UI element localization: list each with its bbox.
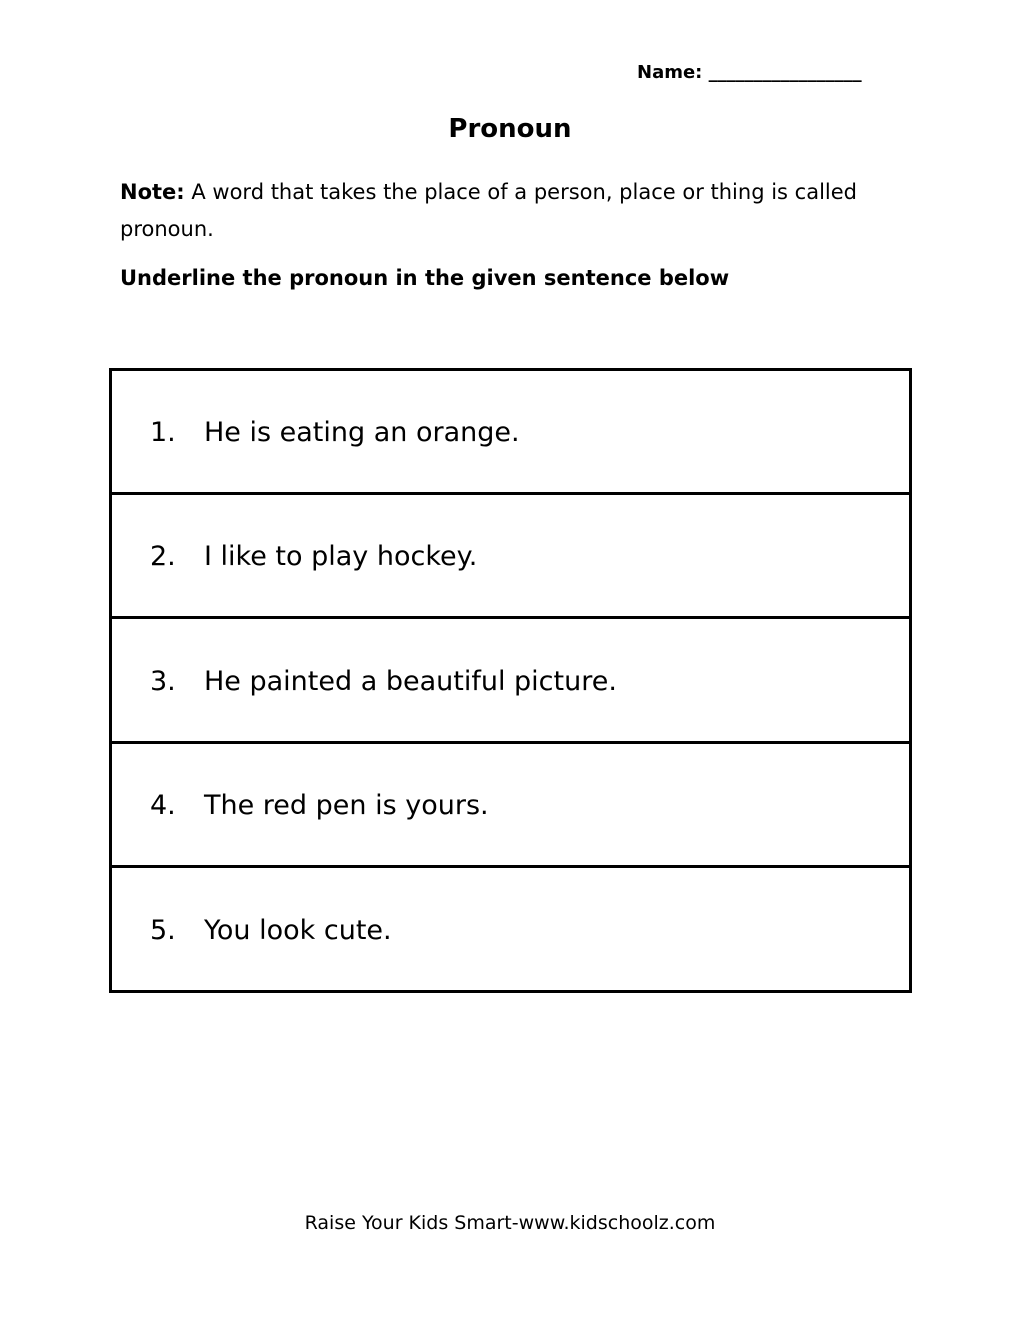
footer-text: Raise Your Kids Smart-www.kidschoolz.com: [304, 1212, 716, 1234]
question-row: [112, 869, 909, 993]
question-number: 4.: [150, 790, 176, 821]
question-number: 1.: [150, 417, 176, 448]
question-sentence[interactable]: The red pen is yours.: [204, 790, 489, 821]
question-row: [112, 620, 909, 744]
question-row: [112, 371, 909, 495]
question-sentence[interactable]: You look cute.: [204, 915, 392, 946]
note-label: Note:: [120, 180, 185, 204]
question-number: 3.: [150, 666, 176, 697]
name-blank[interactable]: _________________: [708, 62, 862, 83]
question-sentence[interactable]: He is eating an orange.: [204, 417, 520, 448]
question-sentence[interactable]: I like to play hockey.: [204, 541, 478, 572]
note-paragraph: [120, 174, 900, 248]
page-title: Pronoun: [448, 114, 572, 144]
question-table: [109, 368, 912, 993]
name-field-line: [637, 62, 862, 83]
question-sentence[interactable]: He painted a beautiful picture.: [204, 666, 617, 697]
note-text: A word that takes the place of a person, place or thing is called pronoun.: [120, 180, 857, 241]
instruction-text: Underline the pronoun in the given sentence below: [120, 266, 730, 290]
question-row: [112, 495, 909, 619]
question-number: 2.: [150, 541, 176, 572]
question-row: [112, 744, 909, 868]
name-label: Name:: [637, 62, 703, 83]
question-number: 5.: [150, 915, 176, 946]
